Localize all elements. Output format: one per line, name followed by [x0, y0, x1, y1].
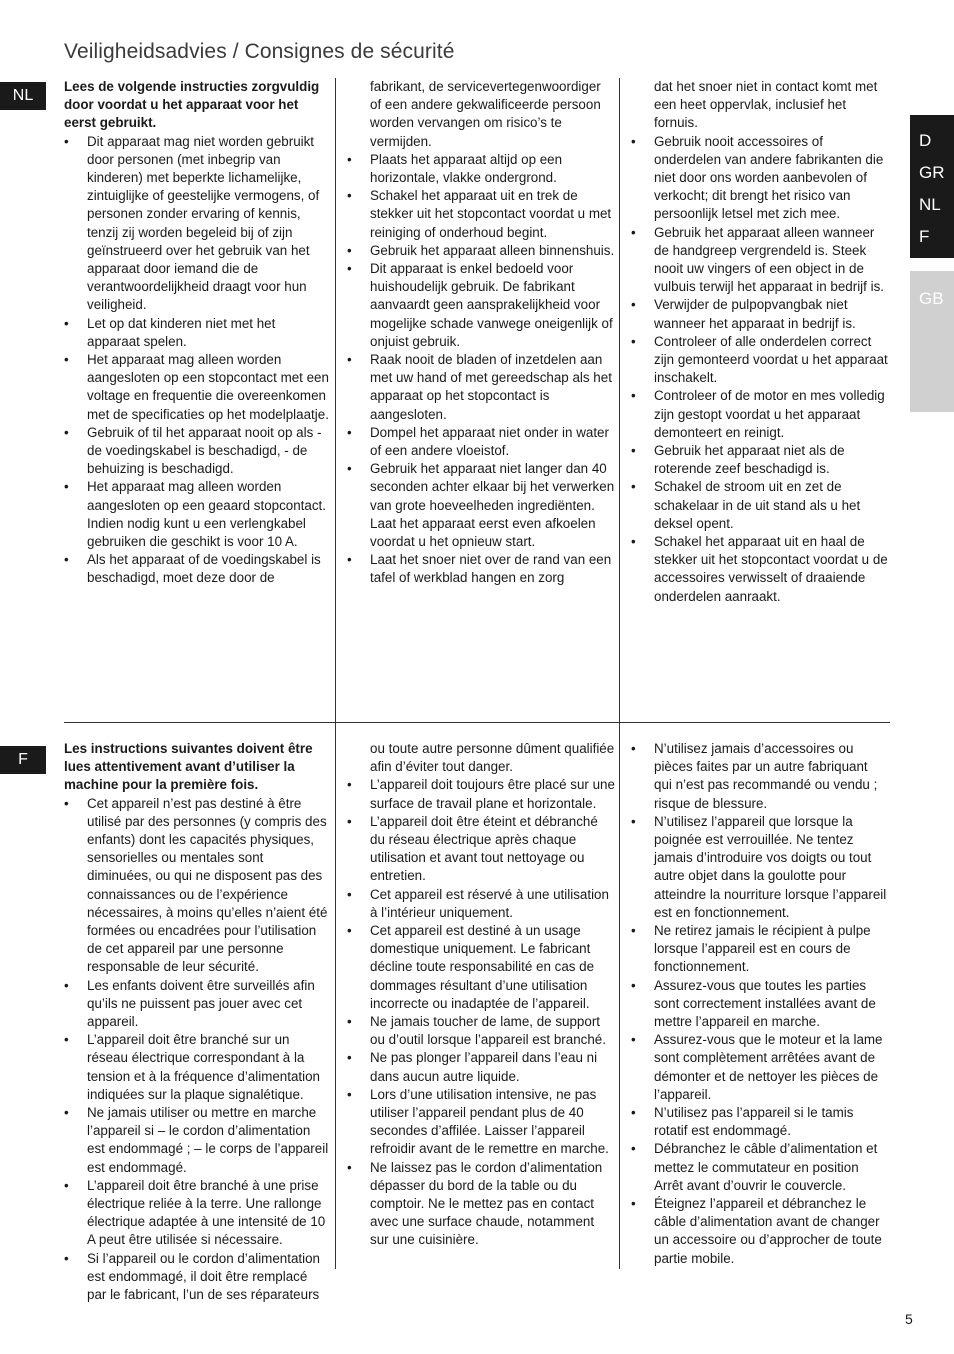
nl-list-2 — [347, 151, 615, 588]
tab-d[interactable]: D — [919, 131, 932, 150]
list-item: • Laat het snoer niet over de rand van een tafel of werkblad hangen en zorg — [347, 551, 615, 587]
list-item: • L’appareil doit toujours être placé sur une surface de travail plane et horizontale. — [347, 776, 615, 812]
list-item: • L’appareil doit être branché sur un réseau électrique correspondant à la tension et à la fréquence d’alimentation indiquées sur la plaque signalétique. — [64, 1031, 330, 1104]
fr-intro: Les instructions suivantes doivent être lues attentivement avant d’utiliser la machine pour la première fois. — [64, 741, 313, 793]
nl-list-3 — [631, 133, 889, 606]
list-item: • N’utilisez jamais d’accessoires ou pièces faites par un autre fabriquant qui n’est pas recommandé ou vendu ; risque de blessure. — [631, 740, 889, 813]
list-item: • Gebruik het apparaat alleen binnenshuis. — [347, 242, 615, 260]
list-item-continuation: dat het snoer niet in contact komt met een heet oppervlak, inclusief het fornuis. — [654, 79, 878, 131]
language-tabs-inactive-group — [910, 271, 954, 412]
list-item: • L’appareil doit être branché à une prise électrique reliée à la terre. Une rallonge électrique adaptée à une intensité de 10 A peut être utilisée si nécessaire. — [64, 1177, 330, 1250]
list-item: • Schakel de stroom uit en zet de schakelaar in de uit stand als u het deksel opent. — [631, 478, 889, 533]
list-item: • Verwijder de pulpopvangbak niet wanneer het apparaat in bedrijf is. — [631, 296, 889, 332]
list-item: • Gebruik het apparaat alleen wanneer de handgreep vergrendeld is. Steek nooit uw vingers of een object in de vulbuis terwijl het apparaat in bedrijf is. — [631, 224, 889, 297]
list-item: • Plaats het apparaat altijd op een horizontale, vlakke ondergrond. — [347, 151, 615, 187]
list-item: • Assurez-vous que toutes les parties sont correctement installées avant de mettre l’appareil en marche. — [631, 977, 889, 1032]
list-item: • Cet appareil est destiné à un usage domestique uniquement. Le fabricant décline toute responsabilité en cas de dommages résultant d’une utilisation incorrecte ou inadaptée de l’appareil. — [347, 922, 615, 1013]
page-number: 5 — [905, 1311, 913, 1327]
list-item: • Cet appareil est réservé à une utilisation à l’intérieur uniquement. — [347, 886, 615, 922]
column-divider — [619, 723, 620, 1269]
list-item: • Het apparaat mag alleen worden aangesloten op een stopcontact met een voltage en frequentie die overeenkomen met de specificaties op het modelplaatje. — [64, 351, 330, 424]
nl-column-2 — [347, 78, 615, 588]
list-item: • Dit apparaat mag niet worden gebruikt door personen (met inbegrip van kinderen) met beperkte lichamelijke, zintuiglijke of geestelijke vermogens, of personen zonder ervaring of kennis, tenzij zij worden begeleid bij of zijn geïnstrueerd over het gebruik van het apparaat door iemand die de verantwoordelijkheid draagt voor hun veiligheid. — [64, 133, 330, 315]
list-item: • Gebruik het apparaat niet als de roterende zeef beschadigd is. — [631, 442, 889, 478]
list-item: • Éteignez l’appareil et débranchez le câble d’alimentation avant de changer un accessoire ou d’approcher de toute partie mobile. — [631, 1195, 889, 1268]
column-divider — [619, 78, 620, 722]
tab-gb[interactable]: GB — [919, 289, 944, 308]
nl-list-1 — [64, 133, 330, 588]
list-item: • Het apparaat mag alleen worden aangesloten op een geaard stopcontact. Indien nodig kunt u een verlengkabel gebruiken die geschikt is voor 10 A. — [64, 478, 330, 551]
list-item: • Als het apparaat of de voedingskabel is beschadigd, moet deze door de — [64, 551, 330, 587]
list-item: • L’appareil doit être éteint et débranché du réseau électrique après chaque utilisation et avant tout nettoyage ou entretien. — [347, 813, 615, 886]
list-item: • Let op dat kinderen niet met het apparaat spelen. — [64, 315, 330, 351]
list-item: • Si l’appareil ou le cordon d’alimentation est endommagé, il doit être remplacé par le fabricant, l’un de ses réparateurs — [64, 1250, 330, 1305]
language-tabs — [910, 115, 954, 412]
list-item: • Gebruik of til het apparaat nooit op als - de voedingskabel is beschadigd, - de behuizing is beschadigd. — [64, 424, 330, 479]
list-item: • Gebruik het apparaat niet langer dan 40 seconden achter elkaar bij het verwerken van grote hoeveelheden ingrediënten. Laat het apparaat eerst even afkoelen voordat u het opnieuw start. — [347, 460, 615, 551]
list-item: • Cet appareil n’est pas destiné à être utilisé par des personnes (y compris des enfants) dont les capacités physiques, sensorielles ou mentales sont diminuées, ou qui ne disposent pas des connaissances ou de l’expérience nécessaires, à moins qu’elles n’aient été formées ou encadrées pour l’utilisation de cet appareil par une personne responsable de leur sécurité. — [64, 795, 330, 977]
list-item: • Lors d’une utilisation intensive, ne pas utiliser l’appareil pendant plus de 40 secondes d’affilée. Laisser l’appareil refroidir avant de le remettre en marche. — [347, 1086, 615, 1159]
fr-list-1 — [64, 795, 330, 1305]
language-badge-f: F — [0, 746, 46, 774]
list-item: • Raak nooit de bladen of inzetdelen aan met uw hand of met gereedschap als het apparaat op het stopcontact is aangesloten. — [347, 351, 615, 424]
list-item: • Les enfants doivent être surveillés afin qu’ils ne puissent pas jouer avec cet appareil. — [64, 977, 330, 1032]
nl-intro: Lees de volgende instructies zorgvuldig door voordat u het apparaat voor het eerst gebruikt. — [64, 79, 320, 131]
fr-column-2 — [347, 740, 615, 1250]
page-title: Veiligheidsadvies / Consignes de sécurité — [64, 40, 455, 63]
language-badge-nl: NL — [0, 82, 46, 110]
list-item: • Débranchez le câble d’alimentation et mettez le commutateur en position Arrêt avant d’ouvrir le couvercle. — [631, 1140, 889, 1195]
list-item: • N’utilisez l’appareil que lorsque la poignée est verrouillée. Ne tentez jamais d’introduire vos doigts ou tout autre objet dans la goulotte pour atteindre la nourriture lorsque l’appareil est en fonctionnement. — [631, 813, 889, 922]
list-item: • Schakel het apparaat uit en trek de stekker uit het stopcontact voordat u met reiniging of onderhoud begint. — [347, 187, 615, 242]
column-divider — [335, 723, 336, 1269]
list-item: • Ne pas plonger l’appareil dans l’eau ni dans aucun autre liquide. — [347, 1049, 615, 1085]
tab-nl[interactable]: NL — [919, 195, 941, 214]
list-item: • Gebruik nooit accessoires of onderdelen van andere fabrikanten die niet door ons worden aanbevolen of verkocht; dit brengt het risico van persoonlijk letsel met zich mee. — [631, 133, 889, 224]
tab-gr[interactable]: GR — [919, 163, 945, 182]
list-item-continuation: fabrikant, de servicevertegenwoordiger of een andere gekwalificeerde persoon worden vervangen om risico’s te vermijden. — [370, 79, 601, 149]
list-item: • Ne jamais utiliser ou mettre en marche l’appareil si – le cordon d’alimentation est endommagé ; – le corps de l’appareil est endommagé. — [64, 1104, 330, 1177]
list-item: • Ne retirez jamais le récipient à pulpe lorsque l’appareil est en cours de fonctionnement. — [631, 922, 889, 977]
nl-column-3 — [631, 78, 889, 606]
nl-column-1 — [64, 78, 330, 588]
list-item: • Ne laissez pas le cordon d’alimentation dépasser du bord de la table ou du comptoir. Ne le mettez pas en contact avec une surface chaude, notamment sur une cuisinière. — [347, 1159, 615, 1250]
language-tabs-active-group — [910, 115, 954, 258]
fr-list-3 — [631, 740, 889, 1268]
list-item: • N’utilisez pas l’appareil si le tamis rotatif est endommagé. — [631, 1104, 889, 1140]
fr-column-3 — [631, 740, 889, 1268]
fr-column-1 — [64, 740, 330, 1304]
fr-list-2 — [347, 776, 615, 1249]
list-item: • Assurez-vous que le moteur et la lame sont complètement arrêtées avant de démonter et de nettoyer les pièces de l’appareil. — [631, 1031, 889, 1104]
list-item: • Ne jamais toucher de lame, de support ou d’outil lorsque l’appareil est branché. — [347, 1013, 615, 1049]
list-item-continuation: ou toute autre personne dûment qualifiée afin d’éviter tout danger. — [370, 741, 615, 775]
list-item: • Dompel het apparaat niet onder in water of een andere vloeistof. — [347, 424, 615, 460]
list-item: • Dit apparaat is enkel bedoeld voor huishoudelijk gebruik. De fabrikant aanvaardt geen aansprakelijkheid voor mogelijke schade vanwege oneigenlijk of onjuist gebruik. — [347, 260, 615, 351]
list-item: • Controleer of alle onderdelen correct zijn gemonteerd voordat u het apparaat inschakelt. — [631, 333, 889, 388]
column-divider — [335, 78, 336, 722]
section-divider — [64, 722, 890, 723]
list-item: • Schakel het apparaat uit en haal de stekker uit het stopcontact voordat u de accessoires verwisselt of draaiende onderdelen aanraakt. — [631, 533, 889, 606]
list-item: • Controleer of de motor en mes volledig zijn gestopt voordat u het apparaat demonteert en reinigt. — [631, 387, 889, 442]
tab-f[interactable]: F — [919, 227, 930, 246]
